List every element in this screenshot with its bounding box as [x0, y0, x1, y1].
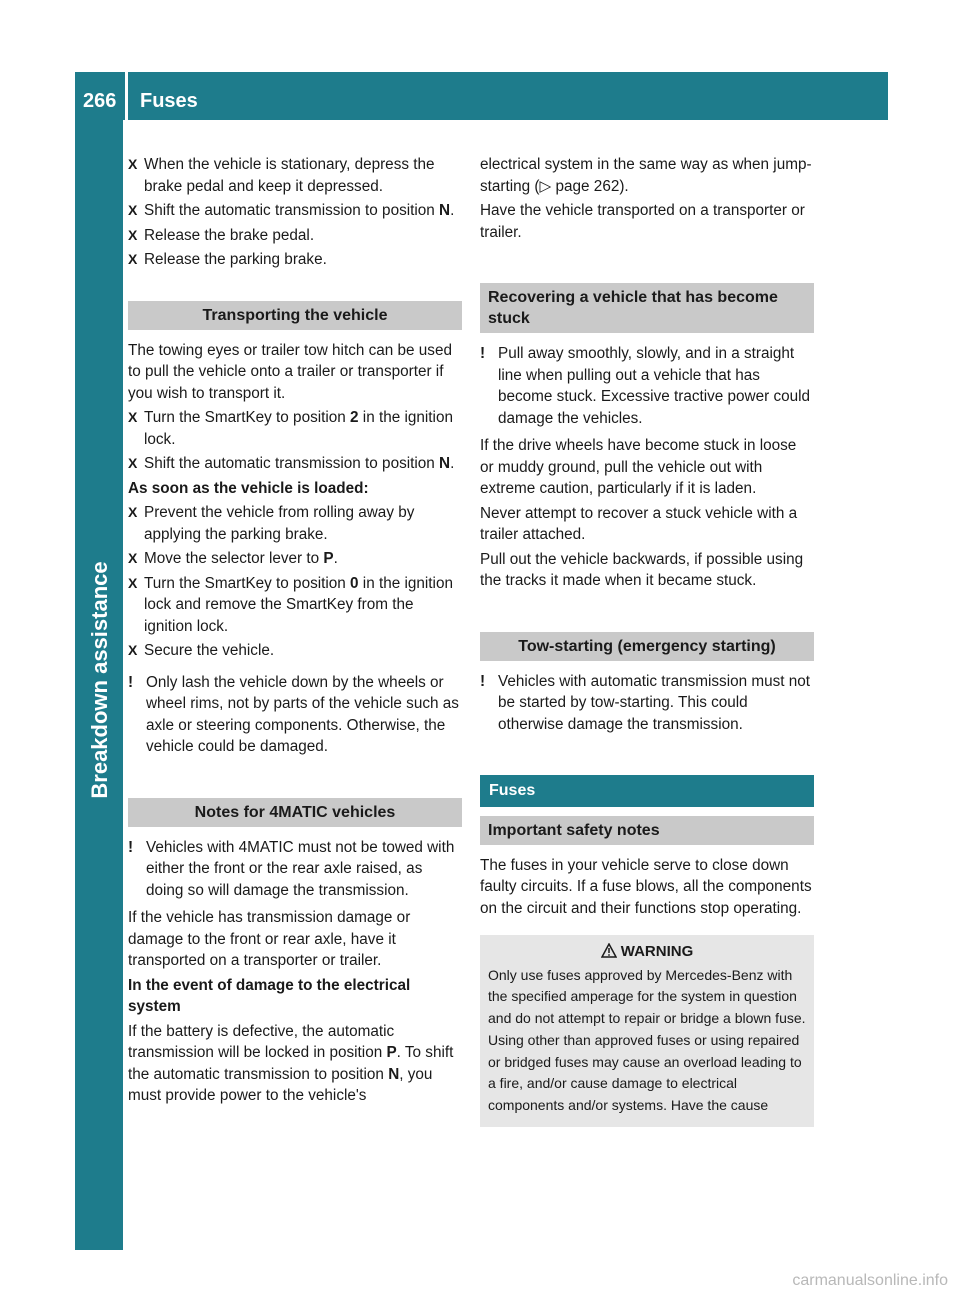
- warning-box: [480, 935, 814, 1127]
- subheading-electrical: In the event of damage to the electrical system: [128, 976, 411, 1015]
- instruction-step: X Prevent the vehicle from rolling away by applying the parking brake.: [128, 504, 415, 543]
- instruction-step: X Turn the SmartKey to position 2 in the ignition lock.: [128, 409, 453, 448]
- instruction-step: X Release the brake pedal.: [128, 225, 462, 247]
- watermark: carmanualsonline.info: [792, 1272, 948, 1289]
- instruction-step: X Release the parking brake.: [128, 249, 462, 271]
- page-header: [75, 72, 888, 120]
- section-heading-transporting: Transporting the vehicle: [128, 301, 462, 330]
- paragraph: The towing eyes or trailer tow hitch can be used to pull the vehicle onto a trailer or transporter if you wish to transport it.: [128, 341, 452, 402]
- page-title: Fuses: [140, 90, 198, 112]
- paragraph: Pull out the vehicle backwards, if possible using the tracks it made when it became stuck.: [480, 550, 804, 589]
- step-arrow-icon: X: [128, 574, 138, 591]
- instruction-step: X Turn the SmartKey to position 0 in the ignition lock and remove the SmartKey from the ignition lock.: [128, 574, 453, 635]
- caution-icon: !: [480, 345, 486, 362]
- step-arrow-icon: X: [128, 226, 138, 243]
- step-arrow-icon: X: [128, 455, 138, 471]
- instruction-step: X Shift the automatic transmission to position N.: [128, 453, 462, 475]
- section-heading-4matic: Notes for 4MATIC vehicles: [128, 798, 462, 827]
- caution-icon: !: [480, 672, 486, 690]
- step-arrow-icon: X: [128, 409, 138, 425]
- page-number: 266: [83, 90, 117, 112]
- paragraph: Have the vehicle transported on a transporter or trailer.: [480, 202, 805, 241]
- left-column: [128, 154, 462, 1110]
- paragraph: electrical system in the same way as when jump-starting (▷ page 262).: [480, 156, 812, 195]
- section-heading-stuck: Recovering a vehicle that has become stuck: [480, 283, 814, 333]
- instruction-step: X When the vehicle is stationary, depress the brake pedal and keep it depressed.: [128, 156, 435, 195]
- paragraph: The fuses in your vehicle serve to close down faulty circuits. If a fuse blows, all the components on the circuit and their functions stop operating.: [480, 856, 812, 917]
- instruction-step: X Move the selector lever to P.: [128, 548, 462, 570]
- page-reference-arrow-icon: ▷: [539, 177, 552, 195]
- step-arrow-icon: X: [128, 504, 138, 520]
- side-tab-label: Breakdown assistance: [87, 561, 112, 799]
- caution-icon: !: [128, 838, 134, 856]
- step-arrow-icon: X: [128, 202, 138, 218]
- right-column: [480, 154, 814, 1127]
- caution-note: ! Pull away smoothly, slowly, and in a straight line when pulling out a vehicle that has become stuck. Excessive tractive power could damage the vehicles.: [480, 345, 811, 427]
- instruction-step: X Shift the automatic transmission to position N.: [128, 200, 462, 222]
- instruction-step: X Secure the vehicle.: [128, 640, 462, 662]
- header-divider: [125, 72, 128, 120]
- caution-note: ! Vehicles with 4MATIC must not be towed with either the front or the rear axle raised, as doing so will damage the transmission.: [128, 838, 455, 899]
- warning-title: WARNING: [488, 941, 806, 963]
- caution-icon: !: [128, 673, 134, 691]
- warning-text: Only use fuses approved by Mercedes-Benz with the specified amperage for the system in question and do not attempt to repair or bridge a blown fuse. Using other than approved fuses or using repaired or bridged fuses may cause an overload leading to a fire, and/or cause damage to electrical components and/or systems. Have the cause: [488, 966, 806, 1113]
- step-arrow-icon: X: [128, 642, 138, 658]
- paragraph: Never attempt to recover a stuck vehicle with a trailer attached.: [480, 504, 798, 543]
- step-arrow-icon: X: [128, 251, 138, 267]
- paragraph: If the vehicle has transmission damage or damage to the front or rear axle, have it transported on a transporter or trailer.: [128, 909, 411, 969]
- section-heading-safety: Important safety notes: [480, 816, 814, 845]
- section-heading-tow-starting: Tow-starting (emergency starting): [480, 632, 814, 661]
- main-heading-fuses: Fuses: [480, 775, 814, 807]
- paragraph: If the battery is defective, the automatic transmission will be locked in position P. To shift the automatic transmission to position N, you must provide power to the vehicle's: [128, 1022, 454, 1104]
- warning-triangle-icon: [601, 943, 617, 958]
- paragraph: If the drive wheels have become stuck in loose or muddy ground, pull the vehicle out with extreme caution, particularly if it is laden.: [480, 437, 797, 497]
- step-arrow-icon: X: [128, 550, 138, 566]
- caution-note: ! Only lash the vehicle down by the wheels or wheel rims, not by parts of the vehicle such as axle or steering components. Otherwise, the vehicle could be damaged.: [128, 673, 459, 755]
- subheading-loaded: As soon as the vehicle is loaded:: [128, 479, 369, 497]
- step-arrow-icon: X: [128, 156, 138, 172]
- caution-note: ! Vehicles with automatic transmission must not be started by tow-starting. This could otherwise damage the transmission.: [480, 672, 811, 733]
